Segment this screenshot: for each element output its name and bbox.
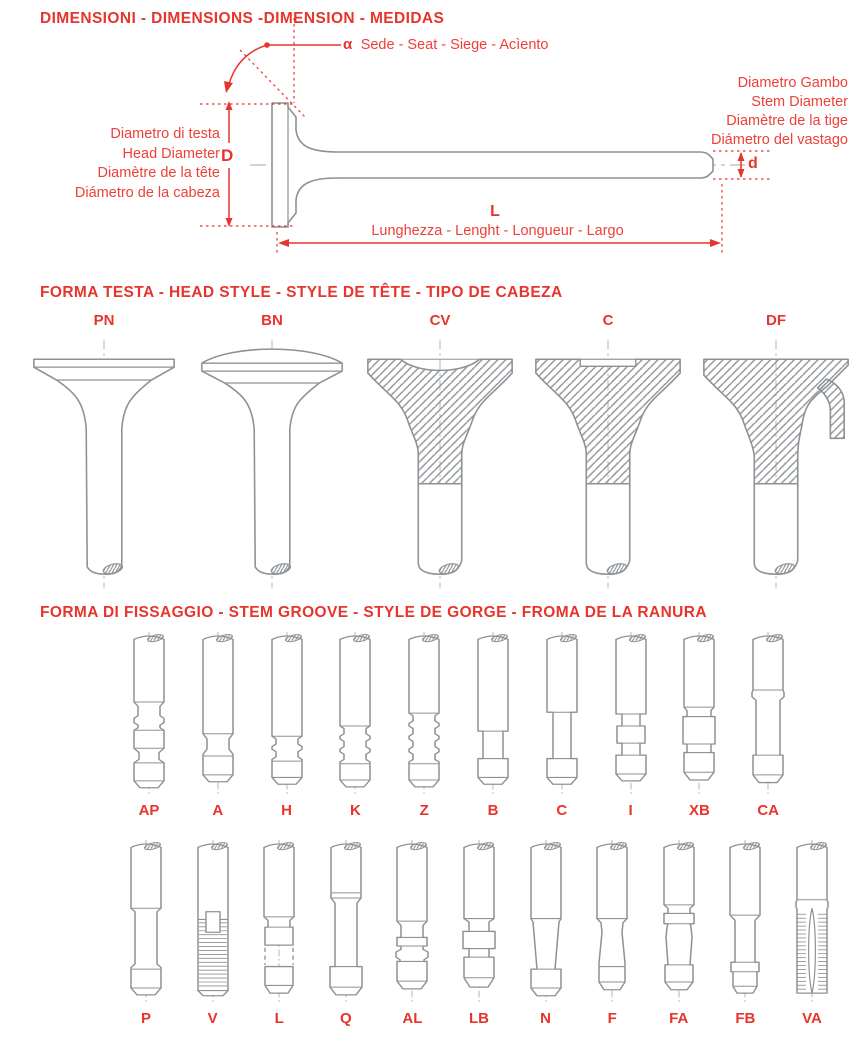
- stem-groove-drawing: [117, 630, 181, 798]
- stem-groove-label: Z: [419, 802, 429, 819]
- head-style-label: PN: [93, 312, 115, 329]
- stem-groove-label: LB: [468, 1010, 489, 1027]
- stem-groove-drawing: [247, 838, 311, 1006]
- length-label: Lunghezza - Lenght - Longueur - Largo: [371, 223, 624, 239]
- stem-groove-drawing: [461, 630, 525, 798]
- stem-groove-drawing: [713, 838, 777, 1006]
- head-style-drawing-pn: [20, 334, 188, 594]
- stem-groove-label: L: [274, 1010, 284, 1027]
- stem-groove-figure: [530, 630, 594, 819]
- stem-groove-figure: [380, 838, 444, 1027]
- stem-groove-label: C: [556, 802, 568, 819]
- stem-groove-drawing: [447, 838, 511, 1006]
- stem-groove-drawing: [314, 838, 378, 1006]
- stem-groove-drawing: [580, 838, 644, 1006]
- head-styles-section: [0, 278, 860, 600]
- head-diameter-line: Diámetro de la cabeza: [74, 184, 220, 201]
- stem-groove-figure: [461, 630, 525, 819]
- seat-label: Sede - Seat - Siege - Acìento: [360, 37, 549, 53]
- stem-groove-label: N: [540, 1010, 551, 1027]
- head-style-figure-df: [692, 312, 860, 594]
- stem-groove-drawing: [736, 630, 800, 798]
- stem-diameter-labels: [645, 74, 848, 150]
- stem-groove-drawing: [780, 838, 844, 1006]
- head-style-figure-cv: [356, 312, 524, 594]
- stem-grooves-section: [0, 600, 860, 1051]
- head-diameter-symbol: D: [221, 146, 234, 165]
- stem-groove-drawing: [181, 838, 245, 1006]
- stem-diameter-line: Diametro Gambo: [737, 75, 848, 91]
- stem-groove-drawing: [599, 630, 663, 798]
- stem-groove-figure: [580, 838, 644, 1027]
- stem-groove-drawing: [667, 630, 731, 798]
- stem-groove-figure: [392, 630, 456, 819]
- stem-groove-drawing: [514, 838, 578, 1006]
- stem-grooves-title: FORMA DI FISSAGGIO - STEM GROOVE - STYLE DE GORGE - FROMA DE LA RANURA: [40, 604, 707, 621]
- stem-diameter-symbol: d: [748, 155, 758, 172]
- stem-diameter-line: Diamètre de la tige: [726, 113, 848, 129]
- head-style-drawing-df: [692, 334, 860, 594]
- head-style-figure-pn: [20, 312, 188, 594]
- stem-groove-figure: [780, 838, 844, 1027]
- stem-groove-label: VA: [802, 1010, 822, 1027]
- stem-groove-drawing: [380, 838, 444, 1006]
- head-style-label: DF: [766, 312, 786, 329]
- head-style-figure-c: [524, 312, 692, 594]
- head-style-drawing-bn: [188, 334, 356, 594]
- stem-groove-drawing: [255, 630, 319, 798]
- seat-angle-annotation: [343, 36, 549, 56]
- stem-groove-figure: [514, 838, 578, 1027]
- stem-groove-label: XB: [688, 802, 710, 819]
- stem-groove-figure: [186, 630, 250, 819]
- stem-groove-figure: [247, 838, 311, 1027]
- stem-groove-figure: [447, 838, 511, 1027]
- length-symbol: L: [490, 203, 500, 220]
- head-style-label: BN: [261, 312, 283, 329]
- stem-diameter-line: Stem Diameter: [751, 94, 848, 110]
- stem-diameter-line: Diámetro del vastago: [710, 132, 848, 148]
- stem-groove-figure: [713, 838, 777, 1027]
- head-style-label: CV: [429, 312, 451, 329]
- stem-groove-label: V: [207, 1010, 218, 1027]
- head-diameter-labels: [40, 125, 220, 203]
- stem-groove-label: K: [349, 802, 361, 819]
- stem-groove-label: I: [628, 802, 633, 819]
- stem-groove-label: F: [607, 1010, 617, 1027]
- dimensions-title: DIMENSIONI - DIMENSIONS -DIMENSION - MEDIDAS: [40, 10, 445, 27]
- stem-groove-label: P: [140, 1010, 151, 1027]
- head-style-drawing-c: [524, 334, 692, 594]
- stem-groove-figure: [599, 630, 663, 819]
- stem-groove-drawing: [114, 838, 178, 1006]
- head-diameter-line: Head Diameter: [122, 145, 220, 162]
- stem-groove-figure: [114, 838, 178, 1027]
- head-diameter-line: Diamètre de la tête: [97, 165, 220, 181]
- stem-groove-figure: [736, 630, 800, 819]
- stem-groove-label: A: [212, 802, 224, 819]
- stem-groove-label: AL: [402, 1010, 423, 1027]
- stem-groove-drawing: [647, 838, 711, 1006]
- stem-groove-figure: [117, 630, 181, 819]
- head-styles-title: FORMA TESTA - HEAD STYLE - STYLE DE TÊTE - TIPO DE CABEZA: [40, 284, 563, 301]
- stem-groove-figure: [255, 630, 319, 819]
- head-style-drawing-cv: [356, 334, 524, 594]
- stem-groove-label: B: [487, 802, 499, 819]
- head-style-label: C: [602, 312, 614, 329]
- stem-groove-label: AP: [138, 802, 160, 819]
- stem-grooves-row1: [117, 630, 800, 819]
- stem-groove-figure: [647, 838, 711, 1027]
- stem-groove-label: CA: [757, 802, 779, 819]
- stem-groove-drawing: [323, 630, 387, 798]
- dimensions-section: [0, 0, 860, 276]
- stem-groove-label: FA: [669, 1010, 689, 1027]
- stem-groove-figure: [314, 838, 378, 1027]
- stem-grooves-row2: [114, 838, 844, 1027]
- stem-groove-label: FB: [735, 1010, 756, 1027]
- stem-groove-label: Q: [339, 1010, 352, 1027]
- stem-groove-figure: [181, 838, 245, 1027]
- head-diameter-line: Diametro di testa: [110, 126, 220, 142]
- stem-groove-figure: [667, 630, 731, 819]
- head-style-figure-bn: [188, 312, 356, 594]
- stem-groove-drawing: [392, 630, 456, 798]
- stem-groove-drawing: [186, 630, 250, 798]
- stem-groove-drawing: [530, 630, 594, 798]
- stem-groove-figure: [323, 630, 387, 819]
- alpha-symbol: α: [343, 36, 353, 53]
- stem-groove-label: H: [281, 802, 293, 819]
- head-styles-row: [20, 312, 860, 594]
